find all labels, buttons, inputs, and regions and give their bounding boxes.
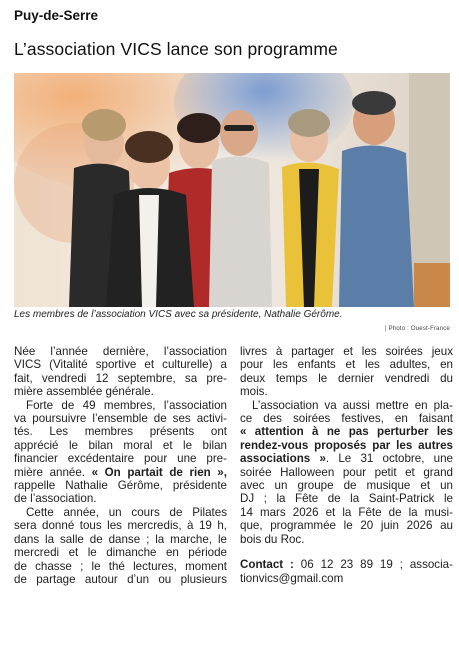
text-line: mois. — [240, 385, 268, 399]
article-photo — [14, 73, 450, 307]
quote-bold: rendez-vous proposés par les autres — [240, 438, 453, 452]
text-line: mière assemblée générale. — [14, 385, 154, 399]
text-line: financier excédentaire pour une pre- — [14, 452, 227, 466]
text-line: Cette année, un cours de Pilates — [26, 505, 227, 519]
text-line: Née l’année dernière, l’association — [14, 345, 227, 358]
text-line: de l’association. — [14, 492, 97, 506]
section-label: Puy-de-Serre — [14, 8, 99, 23]
text-line: fait, vendredi 12 septembre, sa pre- — [14, 371, 227, 385]
text-line: bois du Roc. — [240, 532, 305, 546]
photo-credit: | Photo : Ouest-France — [385, 326, 450, 332]
text-line: de partage autour d’un ou plusieurs — [14, 572, 227, 586]
text-line: tés. Les membres présents ont — [14, 425, 227, 439]
text-line: ce des soirées festives, en faisant — [240, 412, 453, 426]
contact-info — [240, 558, 453, 585]
contact-email[interactable]: tionvics@gmail.com — [240, 571, 344, 585]
text-line: Forte de 49 membres, l’association — [26, 398, 227, 412]
article-headline: L’association VICS lance son programme — [14, 39, 338, 59]
article-column-right — [240, 345, 453, 585]
quote-bold: associations » — [240, 452, 326, 466]
text-line: deux temps le dernier vendredi du — [240, 371, 453, 385]
text-line: 14 mars 2026 et la Fête de la musi- — [240, 505, 453, 519]
text-line — [240, 558, 453, 571]
photo-caption: Les membres de l’association VICS avec sa présidente, Nathalie Gérôme. — [14, 309, 343, 320]
text-line: mercredi et le dimanche en période — [14, 546, 227, 560]
text-line-with-quote — [240, 452, 453, 465]
text-line: de chasse ; le thé lectures, moment — [14, 559, 227, 573]
quote-bold: « On partait de rien », — [91, 465, 227, 479]
text-line: rappelle Nathalie Gérôme, présidente — [14, 479, 227, 493]
text-line: soirée Halloween pour petit et grand — [240, 465, 453, 479]
text-line: pour les enfants et les adultes, en — [240, 358, 453, 372]
quote-bold: « attention à ne pas perturber les — [240, 425, 453, 439]
text-line: VICS (Vitalité sportive et culturelle) a — [14, 358, 227, 372]
text-line: dans la salle de danse ; la marche, le — [14, 532, 227, 546]
group-photo-illustration — [14, 73, 450, 307]
text-line: livres à partager et les soirées jeux — [240, 345, 453, 358]
text-fragment: mière année. — [14, 465, 92, 479]
contact-phone: 06 12 23 89 19 ; associa- — [300, 558, 453, 572]
text-line: va poursuivre l’ensemble de ses activi- — [14, 412, 227, 426]
text-line: L’association va aussi mettre en pla- — [252, 398, 453, 412]
text-line-with-quote — [14, 466, 227, 479]
text-line: sera donné tous les mercredis, à 19 h, — [14, 519, 227, 533]
text-line: DJ ; la Fête de la Saint-Patrick le — [240, 492, 453, 506]
text-line: que, programmée le 20 juin 2026 au — [240, 519, 453, 533]
contact-label: Contact : — [240, 558, 301, 572]
text-line: avec un groupe de musique et un — [240, 479, 453, 493]
text-line: apprécié le bilan moral et le bilan — [14, 438, 227, 452]
text-fragment: . Le 31 octobre, une — [325, 452, 454, 466]
article-column-left — [14, 345, 227, 586]
